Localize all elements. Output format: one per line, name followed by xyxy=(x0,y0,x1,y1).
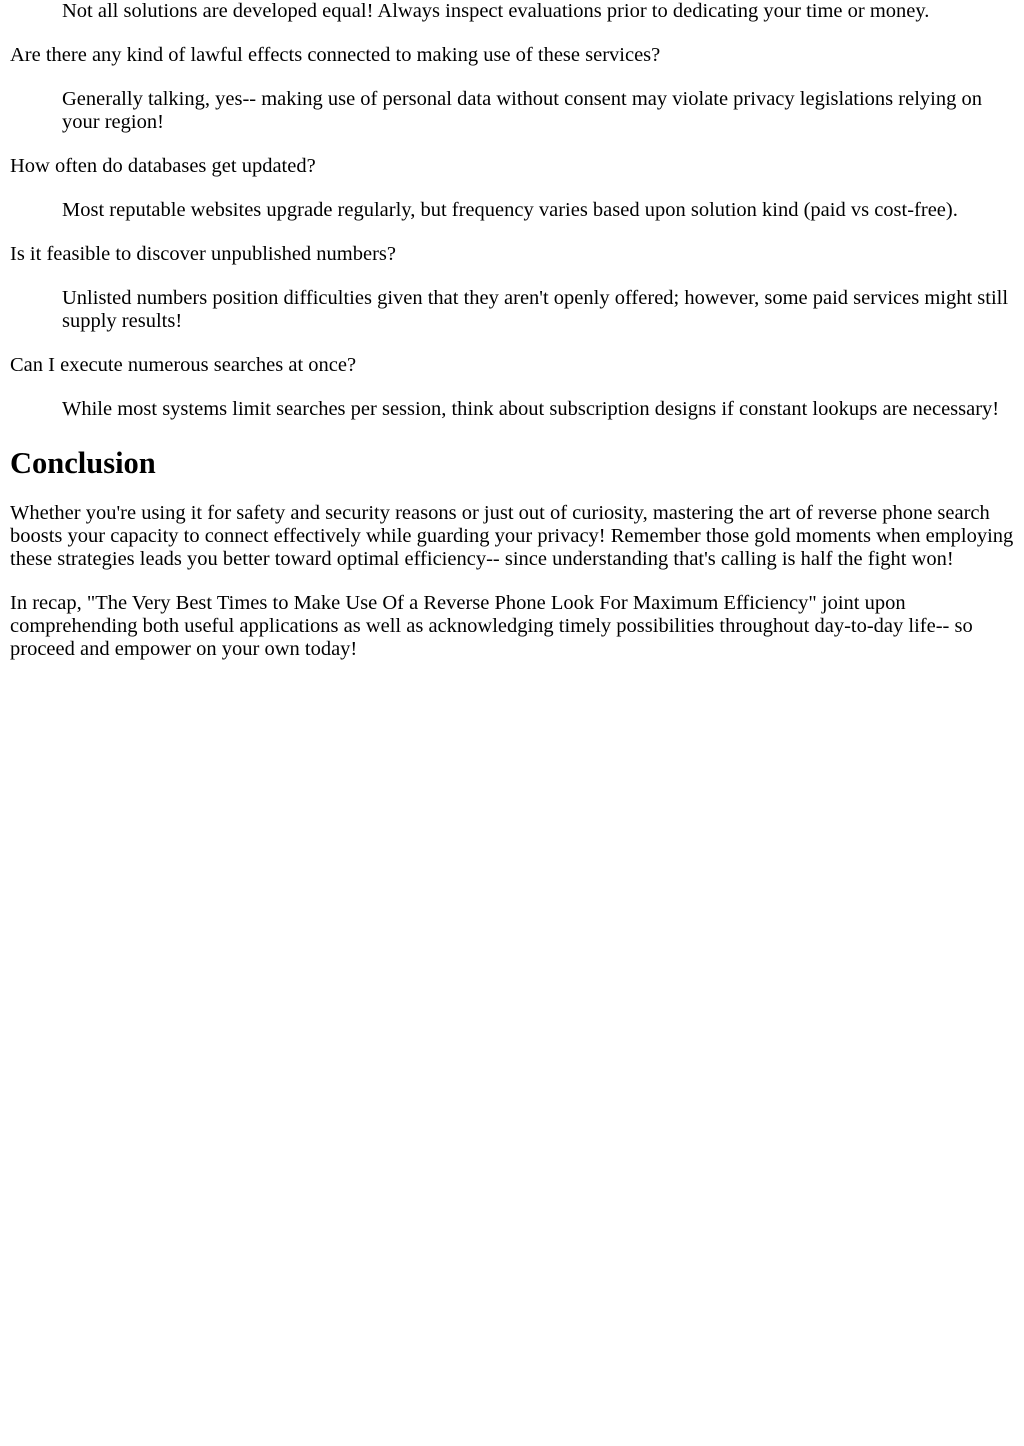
faq-question: Can I execute numerous searches at once? xyxy=(10,354,357,376)
conclusion-heading: Conclusion xyxy=(10,446,156,480)
faq-answer: While most systems limit searches per session, think about subscription designs if constant lookups are necessary! xyxy=(62,398,1000,420)
faq-question: Are there any kind of lawful effects connected to making use of these services? xyxy=(10,44,661,66)
article-page xyxy=(0,0,1024,661)
conclusion-paragraph: Whether you're using it for safety and security reasons or just out of curiosity, mastering the art of reverse phone search boosts your capacity to connect effectively while guarding your privacy! Remember those gold moments when employing these strategies leads you better toward optimal efficiency-- since understanding that's calling is half the fight won! xyxy=(10,502,1014,570)
faq-answer: Most reputable websites upgrade regularly, but frequency varies based upon solution kind (paid vs cost-free). xyxy=(62,199,958,221)
faq-question: How often do databases get updated? xyxy=(10,155,316,177)
faq-answer: Not all solutions are developed equal! Always inspect evaluations prior to dedicating your time or money. xyxy=(62,0,930,22)
faq-question: Is it feasible to discover unpublished numbers? xyxy=(10,243,396,265)
conclusion-paragraph: In recap, "The Very Best Times to Make Use Of a Reverse Phone Look For Maximum Efficiency" joint upon comprehending both useful applications as well as acknowledging timely possibilities throughout day-to-day life-- so proceed and empower on your own today! xyxy=(10,592,973,660)
faq-answer: Generally talking, yes-- making use of personal data without consent may violate privacy legislations relying on your region! xyxy=(62,88,982,133)
faq-list xyxy=(10,0,1014,421)
faq-answer: Unlisted numbers position difficulties given that they aren't openly offered; however, some paid services might still supply results! xyxy=(62,287,1009,332)
